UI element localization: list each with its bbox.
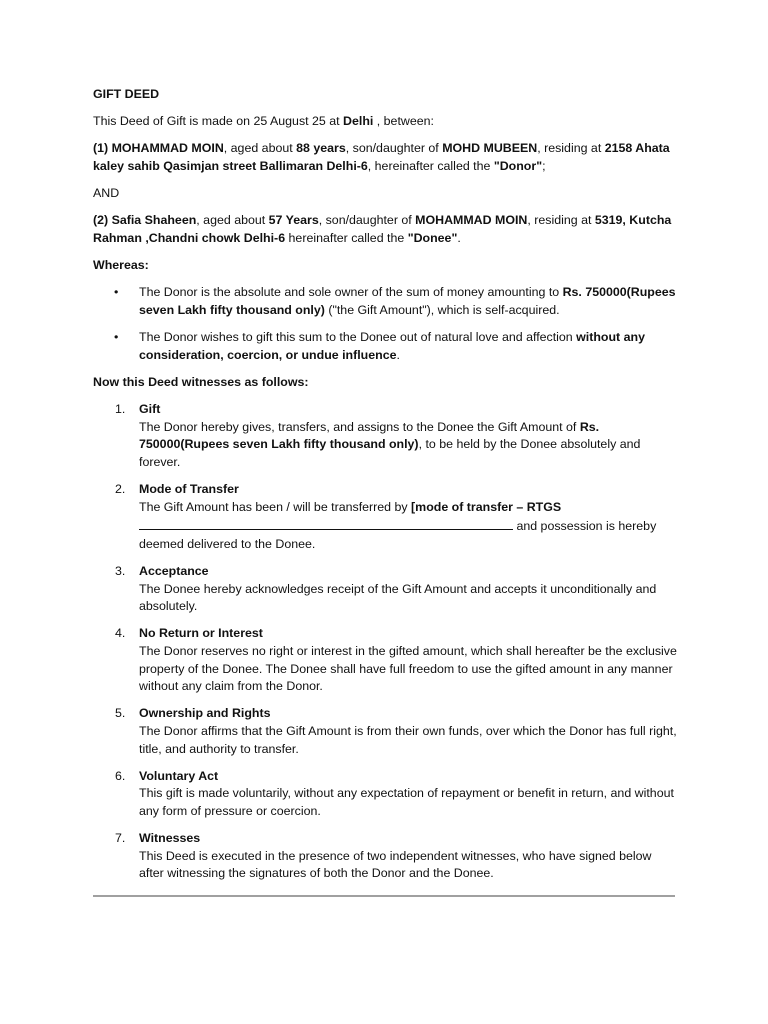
- clause-text: The Donor reserves no right or interest in the gifted amount, which shall hereafter be the exclusive property of the Donee. The Donee shall have full freedom to use the gifted amount in any manner without any claim from the Donor.: [139, 643, 677, 694]
- clause-witnesses: [93, 830, 677, 883]
- document-page: [93, 86, 677, 892]
- document-title: GIFT DEED: [93, 87, 160, 101]
- clause-number: 1.: [115, 402, 126, 417]
- clause-heading: Ownership and Rights: [139, 706, 271, 721]
- clause-text: The Donee hereby acknowledges receipt of the Gift Amount and accepts it unconditionally and absolutely.: [139, 581, 657, 614]
- clause-no-return: [93, 625, 677, 695]
- clause-heading: Gift: [139, 402, 161, 417]
- fill-in-blank[interactable]: [139, 516, 513, 530]
- witnesses-heading: Now this Deed witnesses as follows:: [93, 374, 309, 389]
- clause-heading: Voluntary Act: [139, 768, 219, 783]
- whereas-heading: Whereas:: [93, 258, 149, 273]
- clause-number: 3.: [115, 564, 126, 578]
- intro-paragraph: This Deed of Gift is made on 25 August 25 at Delhi , between:: [93, 114, 434, 129]
- clause-text: This gift is made voluntarily, without any expectation of repayment or benefit in return, and without any form of pressure or coercion.: [139, 786, 674, 818]
- donee-paragraph: (2) Safia Shaheen, aged about 57 Years, son/daughter of MOHAMMAD MOIN, residing at 5319, Kutcha Rahman ,Chandni chowk Delhi-6 hereinafter called the "Donee".: [93, 213, 672, 245]
- clause-text: The Donor affirms that the Gift Amount is from their own funds, over which the Donor has full right, title, and authority to transfer.: [139, 723, 677, 756]
- clause-voluntary-act: [93, 768, 677, 821]
- whereas-list: [93, 284, 677, 364]
- clause-number: 7.: [115, 831, 126, 846]
- horizontal-rule: [93, 895, 675, 897]
- clause-number: 2.: [115, 482, 126, 497]
- whereas-item: • The Donor is the absolute and sole owner of the sum of money amounting to Rs. 750000(Rupees seven Lakh fifty thousand only) ("the Gift Amount"), which is self-acquired.: [114, 285, 676, 317]
- whereas-item: • The Donor wishes to gift this sum to the Donee out of natural love and affection without any consideration, coercion, or undue influence.: [114, 330, 645, 362]
- clause-acceptance: [93, 563, 677, 616]
- clause-heading: Mode of Transfer: [139, 482, 239, 497]
- clause-text: This Deed is executed in the presence of two independent witnesses, who have signed below after witnessing the signatures of both the Donor and the Donee.: [139, 848, 652, 881]
- bullet-icon: •: [114, 330, 119, 345]
- clause-number: 6.: [115, 768, 126, 783]
- clause-number: 5.: [115, 706, 126, 721]
- clause-ownership: [93, 705, 677, 758]
- clause-heading: Witnesses: [139, 831, 201, 846]
- clauses-list: [93, 401, 677, 883]
- bullet-icon: •: [114, 285, 119, 300]
- clause-heading: Acceptance: [139, 564, 209, 578]
- donor-paragraph: (1) MOHAMMAD MOIN, aged about 88 years, son/daughter of MOHD MUBEEN, residing at 2158 Ahata kaley sahib Qasimjan street Ballimaran Delhi-6, hereinafter called the "Donor";: [93, 141, 670, 173]
- clause-mode-of-transfer: 2. Mode of Transfer The Gift Amount has been / will be transferred by [mode of transfer – RTGS and possession is hereby deemed delivered to the Donee.: [115, 482, 657, 551]
- clause-heading: No Return or Interest: [139, 626, 263, 641]
- and-separator: AND: [93, 186, 120, 201]
- clause-gift: 1. Gift The Donor hereby gives, transfers, and assigns to the Donee the Gift Amount of Rs. 750000(Rupees seven Lakh fifty thousand only), to be held by the Donee absolutely and forever.: [115, 402, 641, 469]
- clause-number: 4.: [115, 626, 126, 641]
